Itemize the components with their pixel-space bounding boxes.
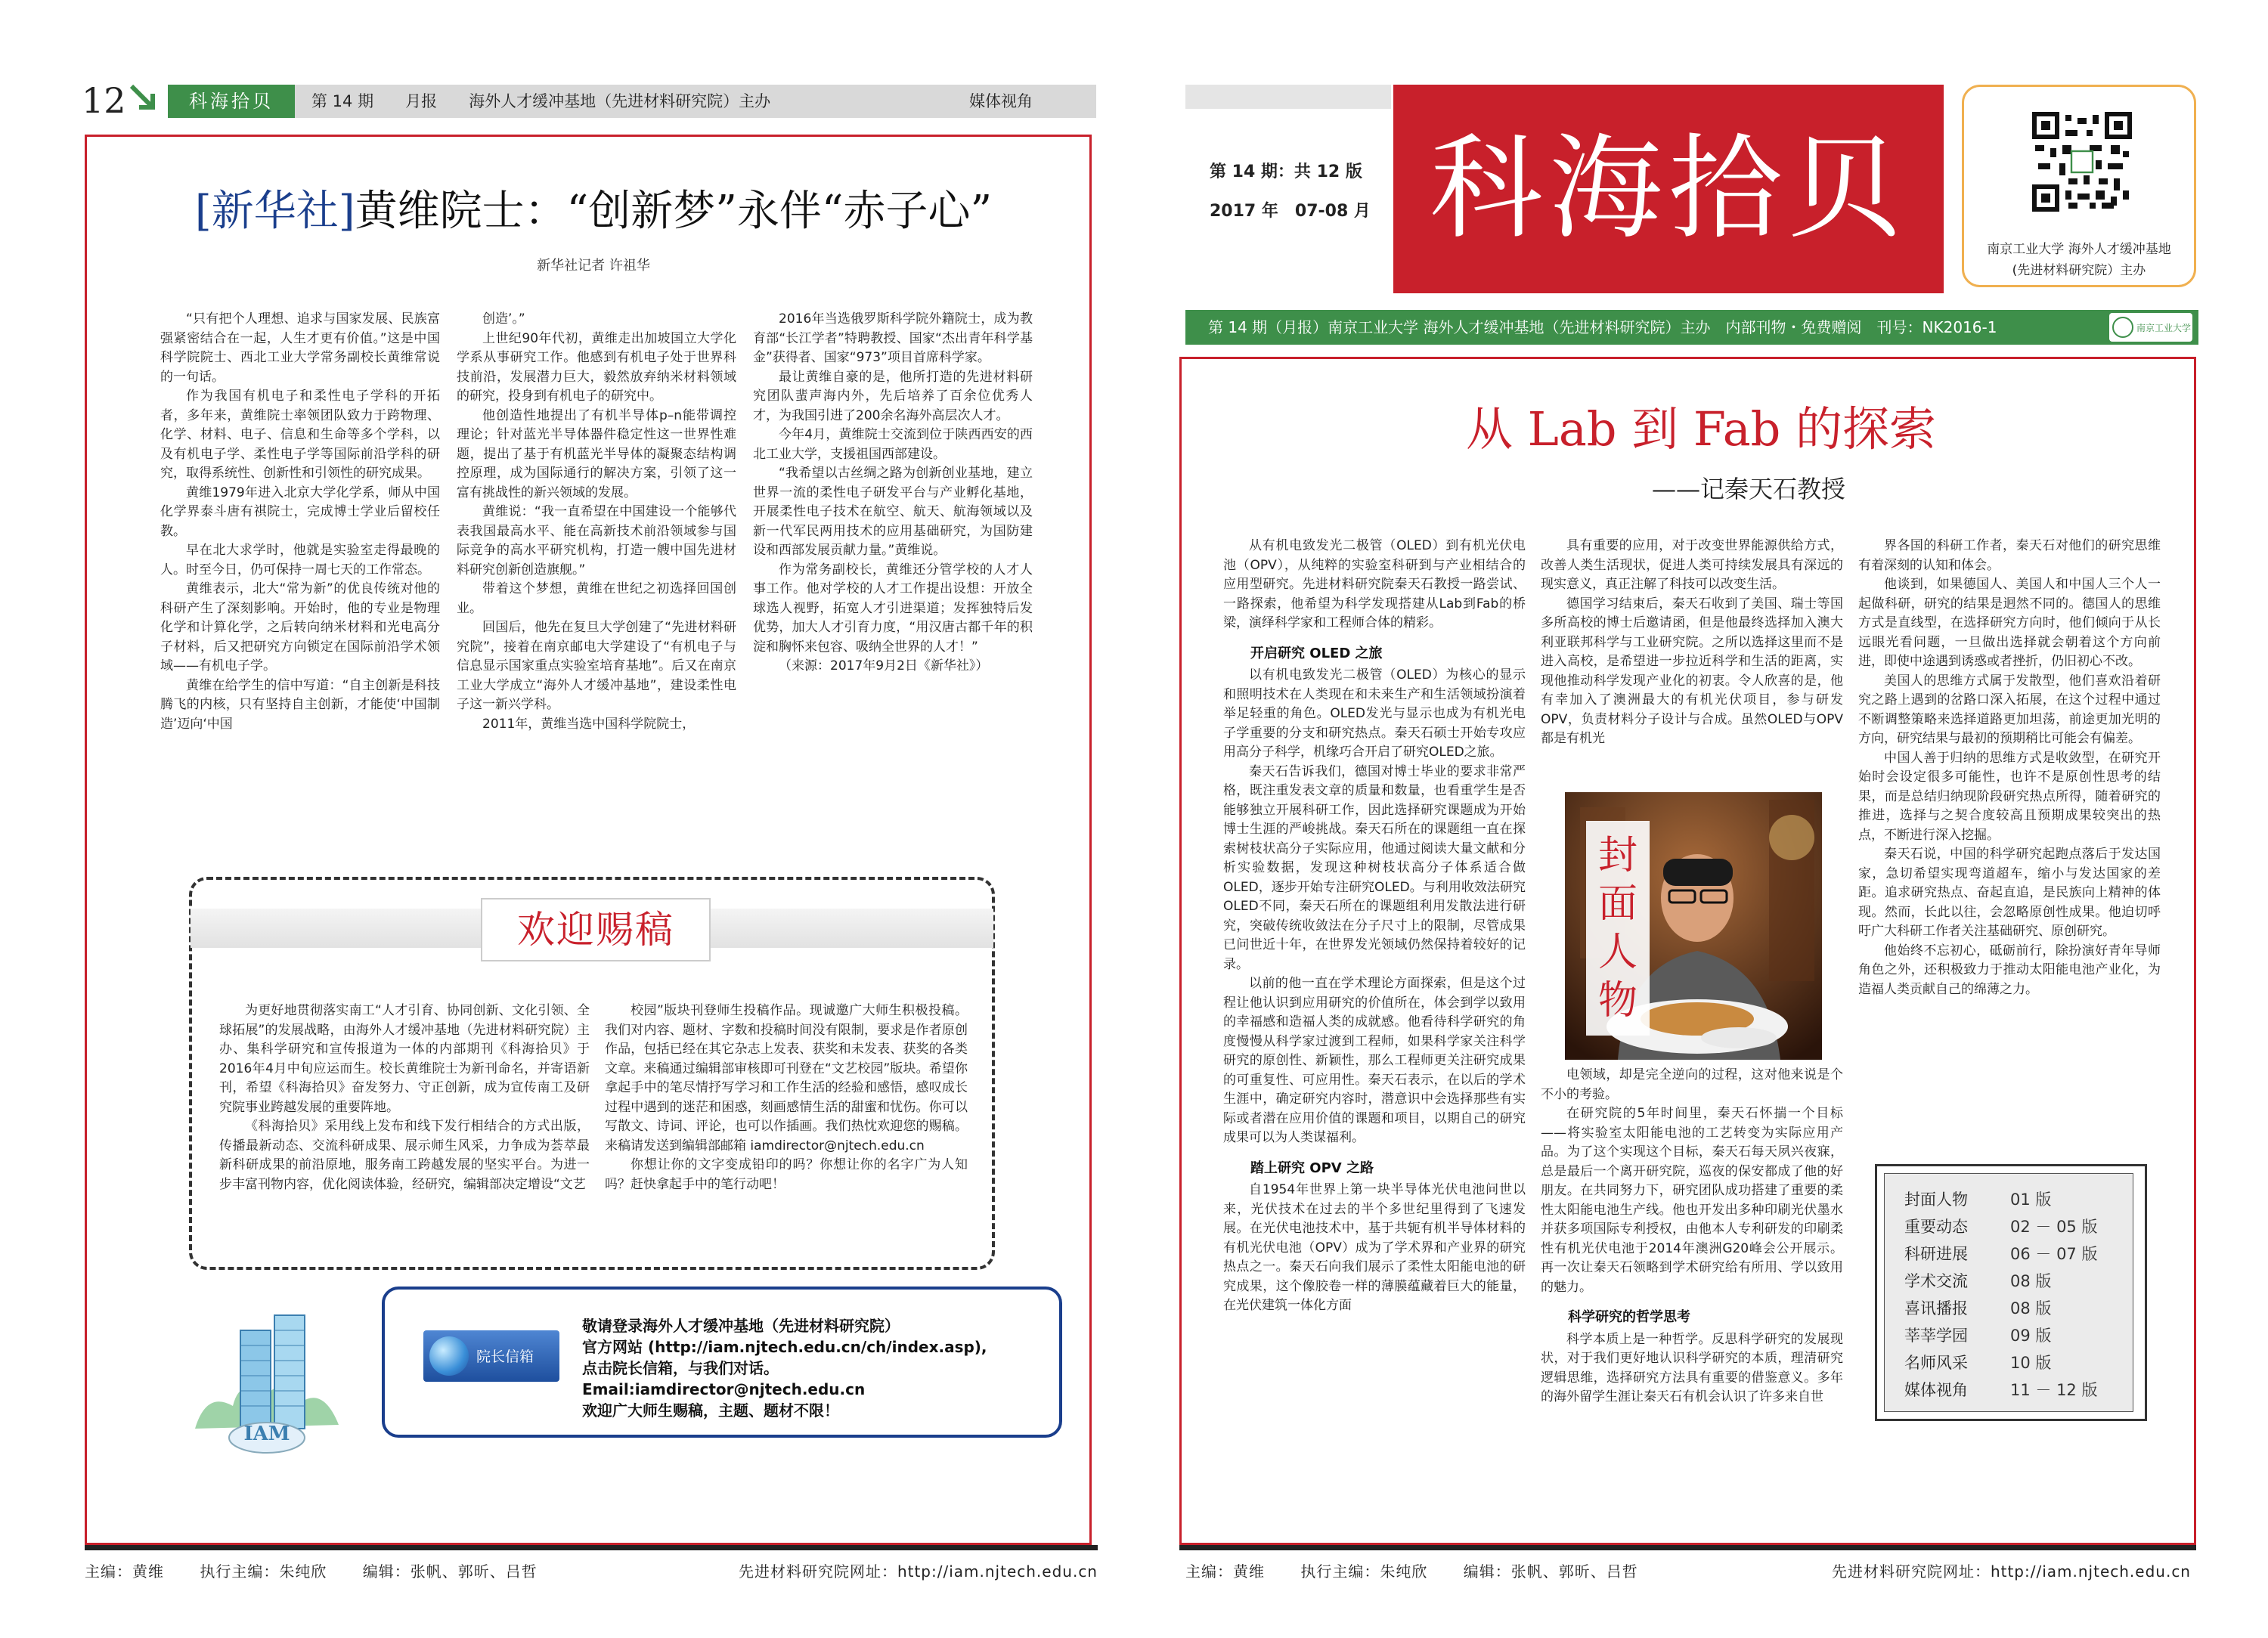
- section-heading-oled: 开启研究 OLED 之旅: [1250, 645, 1383, 661]
- paragraph: 电领域，却是完全逆向的过程，这对他来说是个不小的考验。: [1541, 1067, 1843, 1102]
- text-line: 敬请登录海外人才缓冲基地（先进材料研究院）: [582, 1317, 900, 1335]
- footer-editor-in-chief: 主编：黄维: [85, 1562, 164, 1581]
- qr-code-icon[interactable]: [2032, 112, 2132, 212]
- paragraph: 界各国的科研工作者，秦天石对他们的研究思维有着深刻的认知和体会。: [1858, 538, 2161, 573]
- right-col-2-bottom: [1541, 1066, 1843, 1407]
- paragraph: 中国人善于归纳的思维方式是收敛型，在研究开始时会设定很多可能性，也许不是原创性思考的结果，而是总结归纳现阶段研究热点所得，随着研究的推进，选择与之契合度较高且预期成果较突出的热点，不断进行深入挖掘。: [1858, 750, 2161, 843]
- right-col-1-intro: [1223, 537, 1526, 633]
- toc-pages: 02 － 05 版: [2010, 1218, 2098, 1236]
- paragraph: 早在北大求学时，他就是实验室走得最晚的人。时至今日，仍可保持一周七天的工作常态。: [160, 543, 440, 577]
- paragraph: 黄维说：“我一直希望在中国建设一个能够代表我国最高水平、能在高新技术前沿领域参与国际竞争的高水平研究机构，打造一艘中国先进材料研究创新创造旗舰。”: [457, 504, 736, 577]
- toc-section: 喜讯播报: [1904, 1299, 1968, 1318]
- footer-editors: 编辑：张帆、郭昕、吕哲: [362, 1562, 538, 1581]
- cover-article-subtitle: ——记秦天石教授: [1652, 475, 1846, 503]
- iam-logo-text: IAM: [243, 1423, 290, 1445]
- paragraph: 美国人的思维方式属于发散型，他们喜欢沿着研究之路上遇到的岔路口深入拓展，在这个过程中通过不断调整策略来选择道路更加坦荡，前途更加光明的方向，研究结果与最初的预期稍比可能会有偏差。: [1858, 673, 2161, 746]
- footer-executive-editor: 执行主编：朱纯欣: [200, 1562, 327, 1581]
- toc-section: 重要动态: [1904, 1218, 1968, 1236]
- section-heading-opv: 踏上研究 OPV 之路: [1250, 1160, 1374, 1176]
- paragraph: 在研究院的5年时间里，秦天石怀揣一个目标——将实验室太阳能电池的工艺转变为实际应用产品。为了这个实现这个目标，秦天石每天夙兴夜寐，总是最后一个离开研究院，巡夜的保安都成了他的好朋友。在共同努力下，研究团队成功搭建了重要的柔性太阳能电池生产线。他也开发出多种印刷光伏墨水并获多项国际专利授权，由他本人专利研发的印刷柔性有机光伏电池于2014年澳洲G20峰会公开展示。再一次让秦天石领略到学术研究给有所用、学以致用的魅力。: [1541, 1106, 1843, 1295]
- toc-item[interactable]: [1904, 1295, 2133, 1322]
- paragraph: 具有重要的应用，对于改变世界能源供给方式，改善人类生活现状，促进人类可持续发展具有深远的现实意义，真正注解了科技可以改变生活。: [1541, 538, 1843, 592]
- director-mailbox-label: 院长信箱: [476, 1348, 534, 1365]
- toc-section: 名师风采: [1904, 1354, 1968, 1372]
- paragraph: 他谈到，如果德国人、美国人和中国人三个人一起做科研，研究的结果是迥然不同的。德国人的思维方式是直线型，在选择研究方向时，他们倾向于从长远眼光看问题，一旦做出选择就会朝着这个方向前进，即使中途遇到诱惑或者挫折，仍旧初心不改。: [1858, 577, 2161, 669]
- right-footer-line: [1179, 1545, 2196, 1550]
- toc-pages: 08 版: [2010, 1299, 2052, 1318]
- right-footer: [1185, 1559, 2191, 1581]
- university-seal-icon: [2112, 317, 2133, 338]
- right-top-strip: [1185, 85, 1391, 109]
- paragraph: 作为常务副校长，黄维还分管学校的人才人事工作。他对学校的人才工作提出设想：开放全球选人视野，拓宽人才引进渠道；发挥独特后发优势，加大人才引育力度，“用汉唐古都千年的积淀和胸怀来包容、吸纳全世界的人才！”: [753, 562, 1033, 655]
- paragraph: 黄维1979年进入北京大学化学系，师从中国化学界泰斗唐有祺院士，完成博士学业后留校任教。: [160, 485, 440, 539]
- footer-editor-in-chief: 主编：黄维: [1185, 1562, 1265, 1581]
- toc-pages: 01 版: [2010, 1191, 2052, 1209]
- right-col-2-top: [1541, 537, 1843, 749]
- footer-website[interactable]: 先进材料研究院网址：http://iam.njtech.edu.cn: [1831, 1562, 2191, 1581]
- source-bracket: [新华社]: [194, 187, 355, 236]
- footer-executive-editor: 执行主编：朱纯欣: [1300, 1562, 1428, 1581]
- footer-editors: 编辑：张帆、郭昕、吕哲: [1463, 1562, 1638, 1581]
- toc-inner: [1884, 1173, 2133, 1412]
- paragraph: 自1954年世界上第一块半导体光伏电池问世以来，光伏技术在过去的半个多世纪里得到了飞速发展。在光伏电池技术中，基于共轭有机半导体材料的有机光伏电池（OPV）成为了学术界和产业界的研究热点之一。秦天石向我们展示了柔性太阳能电池的研究成果，这个像胶卷一样的薄膜蕴藏着巨大的能量，在光伏建筑一体化方面: [1223, 1182, 1526, 1313]
- paragraph: 他创造性地提出了有机半导体p–n能带调控理论；针对蓝光半导体器件稳定性这一世界性难题，提出了基于有机蓝光半导体的凝聚态结构调控原理，成为国际通行的解决方案，引领了这一富有挑战性的新兴领域的发展。: [457, 407, 736, 500]
- cover-person-label: 封面人物: [1586, 821, 1650, 1036]
- qr-caption-1: 南京工业大学 海外人才缓冲基地: [1987, 242, 2171, 257]
- paragraph: 黄维在给学生的信中写道：“自主创新是科技腾飞的内核，只有坚持自主创新，才能使‘中国制造’迈向‘中国: [160, 677, 440, 732]
- paragraph: 校园”版块刊登师生投稿作品。现诚邀广大师生积极投稿。我们对内容、题材、字数和投稿时间没有限制，要求是作者原创作品，包括已经在其它杂志上发表、获奖和未发表、获奖的各类文章。来稿通过编辑部审核即可刊登在“文艺校园”版块。希望你拿起手中的笔尽情抒写学习和工作生活的经验和感悟，感叹成长过程中遇到的迷茫和困惑，刻画感情生活的甜蜜和忧伤。你可以写散文、诗词、评论，也可以作插画。我们热忱欢迎您的赐稿。来稿请发送到编辑部邮箱 iamdirector@njtech.edu.cn: [605, 1003, 968, 1153]
- paragraph: 今年4月，黄维院士交流到位于陕西西安的西北工业大学，支援祖国西部建设。: [753, 427, 1033, 462]
- toc-section: 媒体视角: [1904, 1381, 1968, 1399]
- toc-item[interactable]: [1904, 1376, 2133, 1404]
- left-article-col-2: [457, 310, 736, 734]
- toc-item[interactable]: [1904, 1322, 2133, 1349]
- toc-item[interactable]: [1904, 1240, 2133, 1268]
- text-line: 欢迎广大师生赐稿，主题、题材不限！: [582, 1401, 839, 1420]
- header-section: 媒体视角: [969, 92, 1033, 110]
- masthead-title: 科海拾贝: [1429, 123, 1907, 255]
- paragraph: “我希望以古丝绸之路为创新创业基地，建立世界一流的柔性电子研发平台与产业孵化基地，开展柔性电子技术在航空、航天、航海领域以及新一代军民两用技术的应用基础研究，为国防建设和西部发展贡献力量。”黄维说。: [753, 466, 1033, 558]
- right-date: 2017 年 07-08 月: [1210, 202, 1371, 221]
- right-info-text: 第 14 期（月报）南京工业大学 海外人才缓冲基地（先进材料研究院）主办 内部刊物・免费赠阅 刊号：NK2016-1: [1208, 318, 1997, 336]
- toc-section: 封面人物: [1904, 1191, 1968, 1209]
- page-number: 12: [82, 80, 126, 121]
- byline: 新华社记者 许祖华: [537, 258, 650, 274]
- toc-item[interactable]: [1904, 1186, 2133, 1213]
- left-footer: [85, 1559, 1098, 1581]
- arrow-icon: [129, 83, 160, 115]
- paragraph: 最让黄维自豪的是，他所打造的先进材料研究团队蜚声海内外，先后培养了百余位优秀人才，为我国引进了200余名海外高层次人才。: [753, 369, 1033, 423]
- paragraph: 回国后，他先在复旦大学创建了“先进材料研究院”，接着在南京邮电大学建设了“有机电子与信息显示国家重点实验室培育基地”。后又在南京工业大学成立“海外人才缓冲基地”，建设柔性电子这一新兴学科。: [457, 620, 736, 712]
- paragraph: 作为我国有机电子和柔性电子学科的开拓者，多年来，黄维院士率领团队致力于跨物理、化学、材料、电子、信息和生命等多个学科，以及有机电子学、柔性电子学等国际前沿学科的研究，取得系统性、创新性和引领性的研究成果。: [160, 389, 440, 481]
- left-footer-line: [85, 1545, 1098, 1550]
- director-mailbox-button[interactable]: [423, 1330, 559, 1382]
- right-issue: 第 14 期：共 12 版: [1210, 163, 1362, 181]
- footer-website[interactable]: 先进材料研究院网址：http://iam.njtech.edu.cn: [738, 1562, 1098, 1581]
- article-title-row: [113, 185, 1074, 238]
- toc-pages: 09 版: [2010, 1327, 2052, 1345]
- article-title: 黄维院士：“创新梦”永伴“赤子心”: [355, 187, 993, 236]
- paragraph: 德国学习结束后，秦天石收到了美国、瑞士等国多所高校的博士后邀请函，但是他最终选择加入澳大利亚联邦科学与工业研究院。之所以选择这里而不是进入高校，是希望进一步拉近科学和生活的距离，实现他推动科学发现产业化的初衷。令人欣喜的是，他有幸加入了澳洲最大的有机光伏项目，参与研发OPV，负责材料分子设计与合成。虽然OLED与OPV都是有机光: [1541, 596, 1843, 746]
- masthead-small: 科海拾贝: [168, 85, 295, 118]
- paragraph: 以有机电致发光二极管（OLED）为核心的显示和照明技术在人类现在和未来生产和生活领域扮演着举足轻重的角色。OLED发光与显示也成为有机光电子学重要的分支和研究热点。秦天石硕士开始专攻应用高分子科学，机缘巧合开启了研究OLED之旅。: [1223, 667, 1526, 760]
- paragraph: 上世纪90年代初，黄维走出加坡国立大学化学系从事研究工作。他感到有机电子处于世界科技前沿，发展潜力巨大，毅然放弃纳米材料领域的研究，投身到有机电子的研究中。: [457, 330, 736, 404]
- right-col-1: [1223, 537, 1526, 1316]
- text-line: 官方网站 (http://iam.njtech.edu.cn/ch/index.asp),: [582, 1338, 987, 1356]
- welcome-col-2: [605, 1002, 968, 1194]
- paragraph: 秦天石告诉我们，德国对博士毕业的要求非常严格，既注重发表文章的质量和数量，也看重学生是否能够独立开展科研工作，因此选择研究课题成为开始博士生涯的严峻挑战。秦天石所在的课题组一直在探索树枝状高分子实际应用，他通过阅读大量文献和分析实验数据，发现这种树枝状高分子体系适合做OLED，逐步开始专注研究OLED。与利用收效法研究OLED不同，秦天石所在的课题组利用发散法进行研究，突破传统收敛法在分子尺寸上的限制，尽管成果已问世近十年，在世界发光领域仍然保持着较好的记录。: [1223, 763, 1526, 972]
- paragraph: 2011年，黄维当选中国科学院院士，: [482, 716, 696, 732]
- toc-section: 莘莘学园: [1904, 1327, 1968, 1345]
- right-col-2-body: [1541, 1066, 1843, 1297]
- toc-item[interactable]: [1904, 1349, 2133, 1376]
- globe-icon: [429, 1336, 469, 1376]
- toc-section: 学术交流: [1904, 1272, 1968, 1290]
- left-article-col-3: [753, 310, 1033, 677]
- paragraph: 科学本质上是一种哲学。反思科学研究的发展现状，对于我们更好地认识科学研究的本质，理清研究逻辑思维，选择研究方法具有重要的借鉴意义。多年的海外留学生涯让秦天石有机会认识了许多来自世: [1541, 1331, 1843, 1404]
- toc-item[interactable]: [1904, 1268, 2133, 1295]
- cover-article-title: 从 Lab 到 Fab 的探索: [1465, 401, 1937, 457]
- notice-lines: [582, 1315, 1051, 1421]
- text-line: Email:iamdirector@njtech.edu.cn: [582, 1380, 866, 1398]
- paragraph: 黄维表示，北大“常为新”的优良传统对他的科研产生了深刻影响。开始时，他的专业是物理化学和计算化学，之后转向纳米材料和光电高分子材料，后又把研究方向锁定在国际前沿学术领域——有机电子学。: [160, 581, 440, 673]
- qr-caption-2: (先进材料研究院）主办: [2012, 263, 2146, 278]
- paragraph: 他始终不忘初心，砥砺前行，除扮演好青年导师角色之外，还积极致力于推动太阳能电池产业化，为造福人类贡献自己的绵薄之力。: [1858, 943, 2161, 997]
- toc-pages: 06 － 07 版: [2010, 1245, 2098, 1263]
- paragraph: 2016年当选俄罗斯科学院外籍院士，成为教育部“长江学者”特聘教授、国家“杰出青年科学基金”获得者、国家“973”项目首席科学家。: [753, 311, 1033, 365]
- paragraph: 以前的他一直在学术理论方面探索，但是这个过程让他认识到应用研究的价值所在，体会到学以致用的幸福感和造福人类的成就感。他看待科学研究的角度慢慢从科学家过渡到工程师，如果科学家关注科学研究的原创性、新颖性，那么工程师更关注研究成果的可重复性、可应用性。秦天石表示，在以后的学术生涯中，确定研究内容时，潜意识中会选择那些有实际或者潜在应用价值的课题和项目，以期自己的研究成果可以为人类谋福利。: [1223, 976, 1526, 1145]
- right-col-1-end: [1223, 1181, 1526, 1316]
- toc-pages: 10 版: [2010, 1354, 2052, 1372]
- paragraph: “只有把个人理想、追求与国家发展、民族富强紧密结合在一起，人生才更有价值。”这是中国科学院院士、西北工业大学常务副校长黄维常说的一句话。: [160, 311, 440, 385]
- university-logo-text: 南京工业大学: [2136, 322, 2192, 333]
- paragraph: （来源：2017年9月2日《新华社》）: [779, 658, 989, 673]
- right-col-1-body: [1223, 666, 1526, 1148]
- paragraph: 你想让你的文字变成铅印的吗？你想让你的名字广为人知吗？赶快拿起手中的笔行动吧！: [605, 1157, 968, 1192]
- toc-section: 科研进展: [1904, 1245, 1968, 1263]
- paragraph: 从有机电致发光二极管（OLED）到有机光伏电池（OPV），从纯粹的实验室科研到与产业相结合的应用型研究。先进材料研究院秦天石教授一路尝试、一路探索，他希望为科学发现搭建从Lab到Fab的桥梁，演绎科学家和工程师合体的精彩。: [1223, 538, 1526, 630]
- toc-list: [1904, 1186, 2133, 1404]
- welcome-col-1: [219, 1002, 590, 1194]
- welcome-title: 欢迎赐稿: [481, 898, 711, 961]
- university-logo: [2109, 313, 2192, 342]
- right-col-3: [1858, 537, 2161, 999]
- toc-item[interactable]: [1904, 1213, 2133, 1240]
- section-heading-philosophy: 科学研究的哲学思考: [1568, 1309, 1690, 1325]
- paragraph: 创造’。”: [482, 311, 525, 327]
- header-info: 第 14 期 月报 海外人才缓冲基地（先进材料研究院）主办: [311, 92, 771, 110]
- toc-pages: 11 － 12 版: [2010, 1381, 2098, 1399]
- paragraph: 为更好地贯彻落实南工“人才引育、协同创新、文化引领、全球拓展”的发展战略，由海外人才缓冲基地（先进材料研究院）主办、集科学研究和宣传报道为一体的内部期刊《科海拾贝》于2016年4月中旬应运而生。校长黄维院士为新刊命名，并寄语新刊，希望《科海拾贝》奋发努力、守正创新，成为宣传南工及研究院事业跨越发展的重要阵地。: [219, 1003, 590, 1115]
- left-article-col-1: [160, 310, 440, 734]
- text-line: 点击院长信箱，与我们对话。: [582, 1359, 779, 1377]
- paragraph: 《科海拾贝》采用线上发布和线下发行相结合的方式出版，传播最新动态、交流科研成果、展示师生风采，力争成为荟萃最新科研成果的前沿原地，服务南工跨越发展的坚实平台。为进一步丰富刊物内容，优化阅读体验，经研究，编辑部决定增设“文艺: [219, 1119, 590, 1192]
- paragraph: 带着这个梦想，黄维在世纪之初选择回国创业。: [457, 581, 736, 616]
- paragraph: 秦天石说，中国的科学研究起跑点落后于发达国家，急切希望实现弯道超车，缩小与发达国家的差距。追求研究热点、奋起直追，是民族向上精神的体现。然而，长此以往，会忽略原创性成果。他迫切呼吁广大科研工作者关注基础研究、原创研究。: [1858, 847, 2161, 939]
- right-col-2-end: [1541, 1330, 1843, 1407]
- toc-pages: 08 版: [2010, 1272, 2052, 1290]
